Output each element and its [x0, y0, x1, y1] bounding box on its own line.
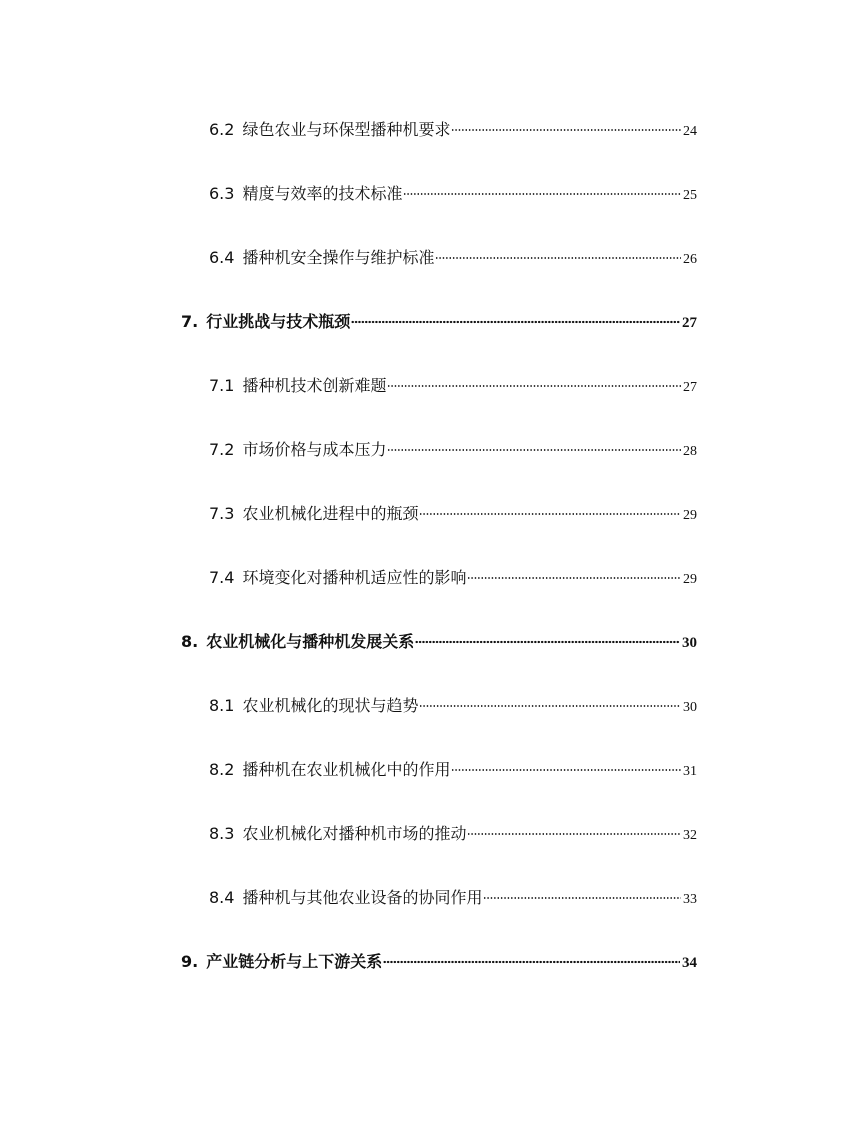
- dot-leader: [351, 320, 680, 324]
- toc-entry-page: 32: [683, 828, 697, 843]
- toc-entry-title: 农业机械化对播种机市场的推动: [242, 824, 467, 843]
- dot-leader: [383, 960, 680, 964]
- toc-entry-7-2[interactable]: [209, 437, 697, 463]
- toc-entry-8-3[interactable]: [209, 821, 697, 847]
- dot-leader: [483, 896, 681, 900]
- toc-entry-page: 30: [682, 635, 697, 651]
- toc-entry-number: 8.1: [209, 696, 235, 715]
- toc-entry-page: 33: [683, 892, 697, 907]
- toc-entry-page: 26: [683, 252, 697, 267]
- toc-entry-number: 7.1: [209, 376, 235, 395]
- toc-entry-page: 29: [683, 508, 697, 523]
- toc-entry-title: 环境变化对播种机适应性的影响: [242, 568, 467, 587]
- toc-entry-number: 7.4: [209, 568, 235, 587]
- toc-entry-7-4[interactable]: [209, 565, 697, 591]
- toc-entry-8-1[interactable]: [209, 693, 697, 719]
- toc-entry-number: 6.3: [209, 184, 235, 203]
- toc-entry-page: 27: [683, 380, 697, 395]
- dot-leader: [467, 832, 681, 836]
- toc-entry-6-2[interactable]: [209, 117, 697, 143]
- toc-entry-7-1[interactable]: [209, 373, 697, 399]
- toc-entry-title: 播种机在农业机械化中的作用: [242, 760, 451, 779]
- toc-entry-page: 34: [682, 955, 697, 971]
- toc-entry-page: 28: [683, 444, 697, 459]
- dot-leader: [387, 448, 681, 452]
- toc-entry-title: 精度与效率的技术标准: [242, 184, 403, 203]
- toc-entry-number: 9.: [181, 952, 199, 971]
- dot-leader: [403, 192, 681, 196]
- toc-entry-number: 7.2: [209, 440, 235, 459]
- dot-leader: [451, 768, 681, 772]
- toc-entry-page: 27: [682, 315, 697, 331]
- toc-entry-page: 25: [683, 188, 697, 203]
- toc-entry-page: 24: [683, 124, 697, 139]
- toc-entry-8-4[interactable]: [209, 885, 697, 911]
- toc-entry-9[interactable]: [181, 949, 697, 975]
- toc-entry-title: 农业机械化的现状与趋势: [242, 696, 419, 715]
- toc-entry-page: 31: [683, 764, 697, 779]
- toc-entry-7-3[interactable]: [209, 501, 697, 527]
- toc-entry-number: 7.3: [209, 504, 235, 523]
- toc-entry-number: 8.2: [209, 760, 235, 779]
- toc-entry-page: 29: [683, 572, 697, 587]
- toc-entry-title: 农业机械化与播种机发展关系: [206, 632, 415, 651]
- toc-entry-7[interactable]: [181, 309, 697, 335]
- toc-entry-title: 农业机械化进程中的瓶颈: [242, 504, 419, 523]
- dot-leader: [387, 384, 681, 388]
- dot-leader: [419, 704, 681, 708]
- dot-leader: [451, 128, 681, 132]
- toc-entry-number: 6.4: [209, 248, 235, 267]
- dot-leader: [467, 576, 681, 580]
- toc-entry-number: 6.2: [209, 120, 235, 139]
- toc-entry-title: 播种机安全操作与维护标准: [242, 248, 435, 267]
- toc-entry-6-4[interactable]: [209, 245, 697, 271]
- dot-leader: [435, 256, 681, 260]
- toc-entry-8[interactable]: [181, 629, 697, 655]
- toc-entry-page: 30: [683, 700, 697, 715]
- toc-entry-title: 产业链分析与上下游关系: [206, 952, 383, 971]
- toc-entry-title: 市场价格与成本压力: [242, 440, 387, 459]
- toc-entry-number: 8.3: [209, 824, 235, 843]
- toc-entry-title: 行业挑战与技术瓶颈: [206, 312, 351, 331]
- dot-leader: [415, 640, 680, 644]
- toc-entry-number: 8.: [181, 632, 199, 651]
- toc-entry-number: 8.4: [209, 888, 235, 907]
- toc-entry-title: 绿色农业与环保型播种机要求: [242, 120, 451, 139]
- dot-leader: [419, 512, 681, 516]
- toc-entry-title: 播种机技术创新难题: [242, 376, 387, 395]
- toc-entry-number: 7.: [181, 312, 199, 331]
- toc-entry-6-3[interactable]: [209, 181, 697, 207]
- toc-entry-title: 播种机与其他农业设备的协同作用: [242, 888, 483, 907]
- toc-entry-8-2[interactable]: [209, 757, 697, 783]
